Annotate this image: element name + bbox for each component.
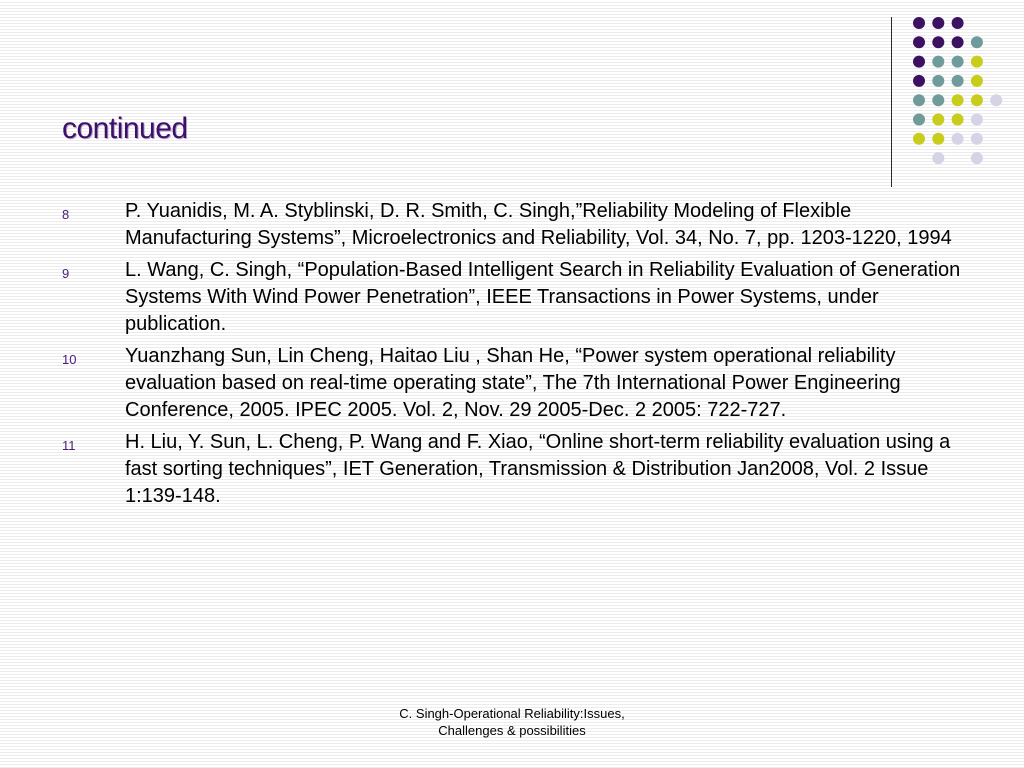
decorative-dot <box>932 152 944 164</box>
footer-line-2: Challenges & possibilities <box>438 723 586 738</box>
decorative-dot <box>952 36 964 48</box>
reference-item <box>0 343 1024 424</box>
decorative-dot <box>932 94 944 106</box>
decorative-dot <box>952 17 964 29</box>
decorative-dot <box>913 36 925 48</box>
decorative-dot <box>952 133 964 145</box>
decorative-dot-grid <box>0 0 1024 200</box>
decorative-dot <box>990 94 1002 106</box>
decorative-dot <box>932 56 944 68</box>
decorative-dot <box>952 114 964 126</box>
reference-list <box>0 198 1024 515</box>
decorative-dot <box>952 56 964 68</box>
reference-item <box>0 257 1024 338</box>
decorative-dot <box>971 94 983 106</box>
reference-number: 11 <box>62 438 76 453</box>
reference-text: Yuanzhang Sun, Lin Cheng, Haitao Liu , Shan He, “Power system operational reliability evaluation based on real-time operating state”, The 7th International Power Engineering Conference, 2005. IPEC 2005. Vol. 2, Nov. 29 2005-Dec. 2 2005: 722-727. <box>125 345 901 421</box>
decorative-dot <box>971 75 983 87</box>
reference-item <box>0 429 1024 510</box>
decorative-dot <box>913 17 925 29</box>
footer-line-1: C. Singh-Operational Reliability:Issues, <box>399 706 625 721</box>
slide-title: continued <box>62 112 188 145</box>
decorative-dot <box>952 94 964 106</box>
decorative-dot <box>913 114 925 126</box>
decorative-dot <box>913 133 925 145</box>
decorative-dot <box>913 94 925 106</box>
decorative-dot <box>971 56 983 68</box>
reference-text: H. Liu, Y. Sun, L. Cheng, P. Wang and F. Xiao, “Online short-term reliability evaluation using a fast sorting techniques”, IET Generation, Transmission & Distribution Jan2008, Vol. 2 Issue 1:139-148. <box>125 431 951 507</box>
decorative-dot <box>932 114 944 126</box>
decorative-dot <box>971 114 983 126</box>
reference-number: 9 <box>62 266 70 281</box>
reference-item <box>0 198 1024 252</box>
decorative-dot <box>913 75 925 87</box>
decorative-dot <box>971 36 983 48</box>
decorative-dot <box>971 133 983 145</box>
reference-text: P. Yuanidis, M. A. Styblinski, D. R. Smith, C. Singh,”Reliability Modeling of Flexible Manufacturing Systems”, Microelectronics and Reliability, Vol. 34, No. 7, pp. 1203-1220, 1994 <box>125 200 952 249</box>
reference-number: 10 <box>62 352 77 367</box>
decorative-dot <box>932 75 944 87</box>
decorative-dot <box>932 133 944 145</box>
decorative-dot <box>952 75 964 87</box>
reference-number: 8 <box>62 207 70 222</box>
decorative-dot <box>913 56 925 68</box>
decorative-dot <box>932 17 944 29</box>
slide-footer <box>352 705 672 739</box>
reference-text: L. Wang, C. Singh, “Population-Based Intelligent Search in Reliability Evaluation of Generation Systems With Wind Power Penetration”, IEEE Transactions in Power Systems, under publication. <box>125 259 961 335</box>
decorative-dot <box>971 152 983 164</box>
decorative-dot <box>932 36 944 48</box>
